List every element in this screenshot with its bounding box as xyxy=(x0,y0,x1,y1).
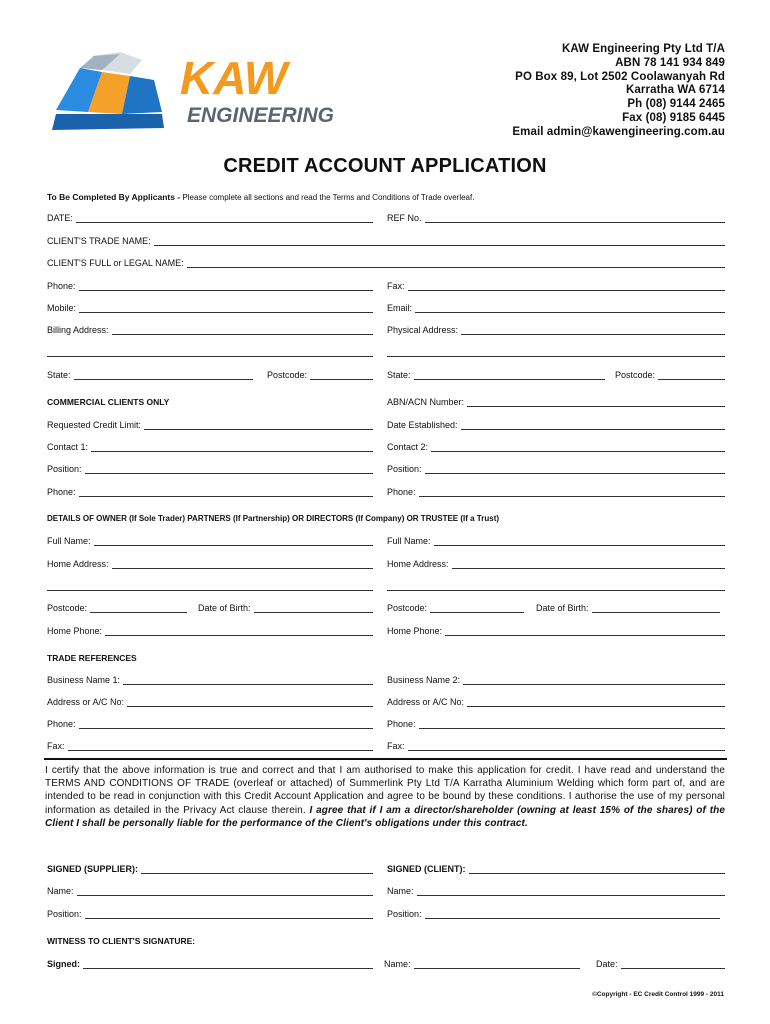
business2-field[interactable] xyxy=(387,673,725,685)
contact2-position-field[interactable] xyxy=(387,462,725,474)
position-label: Position: xyxy=(387,464,422,474)
logo-word: KAW xyxy=(180,52,288,104)
contact2-label: Contact 2: xyxy=(387,442,429,452)
kaw-logo xyxy=(50,50,370,134)
phone-label: Phone: xyxy=(47,719,76,729)
contact1-position-field[interactable] xyxy=(47,462,373,474)
email-field[interactable] xyxy=(387,301,725,313)
postcode-label: Postcode: xyxy=(615,370,656,380)
credit-limit-field[interactable] xyxy=(47,418,373,430)
physical-address-line-2[interactable] xyxy=(387,348,725,357)
physical-address-field[interactable] xyxy=(387,323,725,335)
postcode-label: Postcode: xyxy=(387,603,428,613)
logo-subword: ENGINEERING xyxy=(187,104,335,127)
physical-state-field[interactable] xyxy=(387,368,605,380)
ref-no-label: REF No. xyxy=(387,213,422,223)
signed-client-field[interactable] xyxy=(387,862,725,874)
ref1-phone-field[interactable] xyxy=(47,717,373,729)
date-established-label: Date Established: xyxy=(387,420,458,430)
fax-label: Fax: xyxy=(47,741,65,751)
client-name-field[interactable] xyxy=(387,884,725,896)
dob-label: Date of Birth: xyxy=(198,603,251,613)
company-line: ABN 78 141 934 849 xyxy=(615,56,725,69)
contact1-phone-field[interactable] xyxy=(47,485,373,497)
abn-field[interactable] xyxy=(387,395,725,407)
intro-instructions: Please complete all sections and read the Terms and Conditions of Trade overleaf. xyxy=(182,193,475,202)
phone-label: Phone: xyxy=(387,487,416,497)
fax-label: Fax: xyxy=(387,741,405,751)
physical-postcode-field[interactable] xyxy=(615,368,725,380)
mobile-field[interactable] xyxy=(47,301,373,313)
form-title: CREDIT ACCOUNT APPLICATION xyxy=(223,155,547,177)
owner1-full-name-field[interactable] xyxy=(47,534,373,546)
owner2-home-phone-field[interactable] xyxy=(387,624,725,636)
ref1-address-field[interactable] xyxy=(47,695,373,707)
postcode-label: Postcode: xyxy=(267,370,308,380)
business2-label: Business Name 2: xyxy=(387,675,461,685)
ref-no-field[interactable] xyxy=(387,211,725,223)
declaration-body: I certify that the above information is true and correct and that I am authorised to make this application for credit. I have read and understand the TERMS AND CONDITIONS OF TRADE (overleaf or attached) of Summerlink Pty Ltd T/A Karratha Aluminium Welding which form part of, and are intended to be read in conjunction with this Credit Account Application and agree to be bound by these conditions. I authorise the use of my personal information as detailed in the Privacy Act clause therein. xyxy=(45,765,725,816)
name-label: Name: xyxy=(47,886,74,896)
contact1-field[interactable] xyxy=(47,440,373,452)
owner2-address-line-2[interactable] xyxy=(387,582,725,591)
owner1-home-phone-field[interactable] xyxy=(47,624,373,636)
date-label: DATE: xyxy=(47,213,73,223)
intro-text xyxy=(47,192,474,202)
signed-client-label: SIGNED (CLIENT): xyxy=(387,864,466,874)
credit-limit-label: Requested Credit Limit: xyxy=(47,420,142,430)
billing-address-label: Billing Address: xyxy=(47,325,109,335)
name-label: Name: xyxy=(387,886,414,896)
address-label: Address or A/C No: xyxy=(387,697,465,707)
ref2-address-field[interactable] xyxy=(387,695,725,707)
ref2-fax-field[interactable] xyxy=(387,739,725,751)
state-label: State: xyxy=(387,370,411,380)
ref2-phone-field[interactable] xyxy=(387,717,725,729)
position-label: Position: xyxy=(47,909,82,919)
section-divider xyxy=(44,758,727,760)
owner1-postcode-field[interactable] xyxy=(47,601,187,613)
home-phone-label: Home Phone: xyxy=(47,626,103,636)
full-name-label: Full Name: xyxy=(387,536,431,546)
trade-name-field[interactable] xyxy=(47,234,725,246)
owner1-address-line-2[interactable] xyxy=(47,582,373,591)
owner1-dob-field[interactable] xyxy=(198,601,373,613)
date-label: Date: xyxy=(596,959,618,969)
dob-label: Date of Birth: xyxy=(536,603,589,613)
owner2-full-name-field[interactable] xyxy=(387,534,725,546)
ref1-fax-field[interactable] xyxy=(47,739,373,751)
references-header: TRADE REFERENCES xyxy=(47,653,137,663)
company-line: Karratha WA 6714 xyxy=(626,84,725,97)
signed-label: Signed: xyxy=(47,959,80,969)
fax-label: Fax: xyxy=(387,281,405,291)
full-name-label: Full Name: xyxy=(47,536,91,546)
billing-address-field[interactable] xyxy=(47,323,373,335)
signed-supplier-label: SIGNED (SUPPLIER): xyxy=(47,864,139,874)
declaration-text xyxy=(45,764,725,830)
witness-signed-field[interactable] xyxy=(47,957,373,969)
intro-bold: To Be Completed By Applicants - xyxy=(47,192,181,202)
supplier-position-field[interactable] xyxy=(47,907,373,919)
supplier-name-field[interactable] xyxy=(47,884,373,896)
owner2-dob-field[interactable] xyxy=(536,601,720,613)
contact1-label: Contact 1: xyxy=(47,442,89,452)
company-line: Fax (08) 9185 6445 xyxy=(622,111,725,124)
copyright: ©Copyright - EC Credit Control 1999 - 2011 xyxy=(592,991,724,998)
witness-header: WITNESS TO CLIENT'S SIGNATURE: xyxy=(47,936,196,946)
phone-label: Phone: xyxy=(47,487,76,497)
witness-name-field[interactable] xyxy=(384,957,580,969)
fax-field[interactable] xyxy=(387,279,725,291)
declaration-emphasis: I agree that if I am a director/shareholder (owning at least 15% of the shares) of the Client I shall be personally liable for the performance of the Client's obligations under this contract. xyxy=(45,804,725,829)
phone-field[interactable] xyxy=(47,279,373,291)
signed-supplier-field[interactable] xyxy=(47,862,373,874)
legal-name-label: CLIENT'S FULL or LEGAL NAME: xyxy=(47,258,184,268)
owner1-home-address-field[interactable] xyxy=(47,557,373,569)
name-label: Name: xyxy=(384,959,411,969)
physical-address-label: Physical Address: xyxy=(387,325,459,335)
business1-field[interactable] xyxy=(47,673,373,685)
company-line: Email admin@kawengineering.com.au xyxy=(512,125,725,138)
phone-label: Phone: xyxy=(387,719,416,729)
state-label: State: xyxy=(47,370,71,380)
company-details xyxy=(512,43,725,140)
company-line: KAW Engineering Pty Ltd T/A xyxy=(561,43,725,55)
home-phone-label: Home Phone: xyxy=(387,626,443,636)
billing-address-line-2[interactable] xyxy=(47,348,373,357)
billing-postcode-field[interactable] xyxy=(267,368,373,380)
owner2-postcode-field[interactable] xyxy=(387,601,524,613)
email-label: Email: xyxy=(387,303,413,313)
commercial-header: COMMERCIAL CLIENTS ONLY xyxy=(47,397,170,407)
mobile-label: Mobile: xyxy=(47,303,77,313)
owners-header: DETAILS OF OWNER (If Sole Trader) PARTNERS (If Partnership) OR DIRECTORS (If Company) OR TRUSTEE (If a Trust) xyxy=(47,514,500,523)
home-address-label: Home Address: xyxy=(387,559,449,569)
business1-label: Business Name 1: xyxy=(47,675,121,685)
logo-graphic xyxy=(50,50,370,134)
position-label: Position: xyxy=(387,909,422,919)
abn-label: ABN/ACN Number: xyxy=(387,397,465,407)
home-address-label: Home Address: xyxy=(47,559,109,569)
date-established-field[interactable] xyxy=(387,418,725,430)
contact2-field[interactable] xyxy=(387,440,725,452)
address-label: Address or A/C No: xyxy=(47,697,125,707)
position-label: Position: xyxy=(47,464,82,474)
contact2-phone-field[interactable] xyxy=(387,485,725,497)
witness-date-field[interactable] xyxy=(596,957,725,969)
date-field[interactable] xyxy=(47,211,373,223)
postcode-label: Postcode: xyxy=(47,603,88,613)
company-line: Ph (08) 9144 2465 xyxy=(627,98,725,111)
client-position-field[interactable] xyxy=(387,907,720,919)
phone-label: Phone: xyxy=(47,281,76,291)
owner2-home-address-field[interactable] xyxy=(387,557,725,569)
company-line: PO Box 89, Lot 2502 Coolawanyah Rd xyxy=(515,70,725,83)
billing-state-field[interactable] xyxy=(47,368,253,380)
legal-name-field[interactable] xyxy=(47,256,725,268)
trade-name-label: CLIENT'S TRADE NAME: xyxy=(47,236,151,246)
